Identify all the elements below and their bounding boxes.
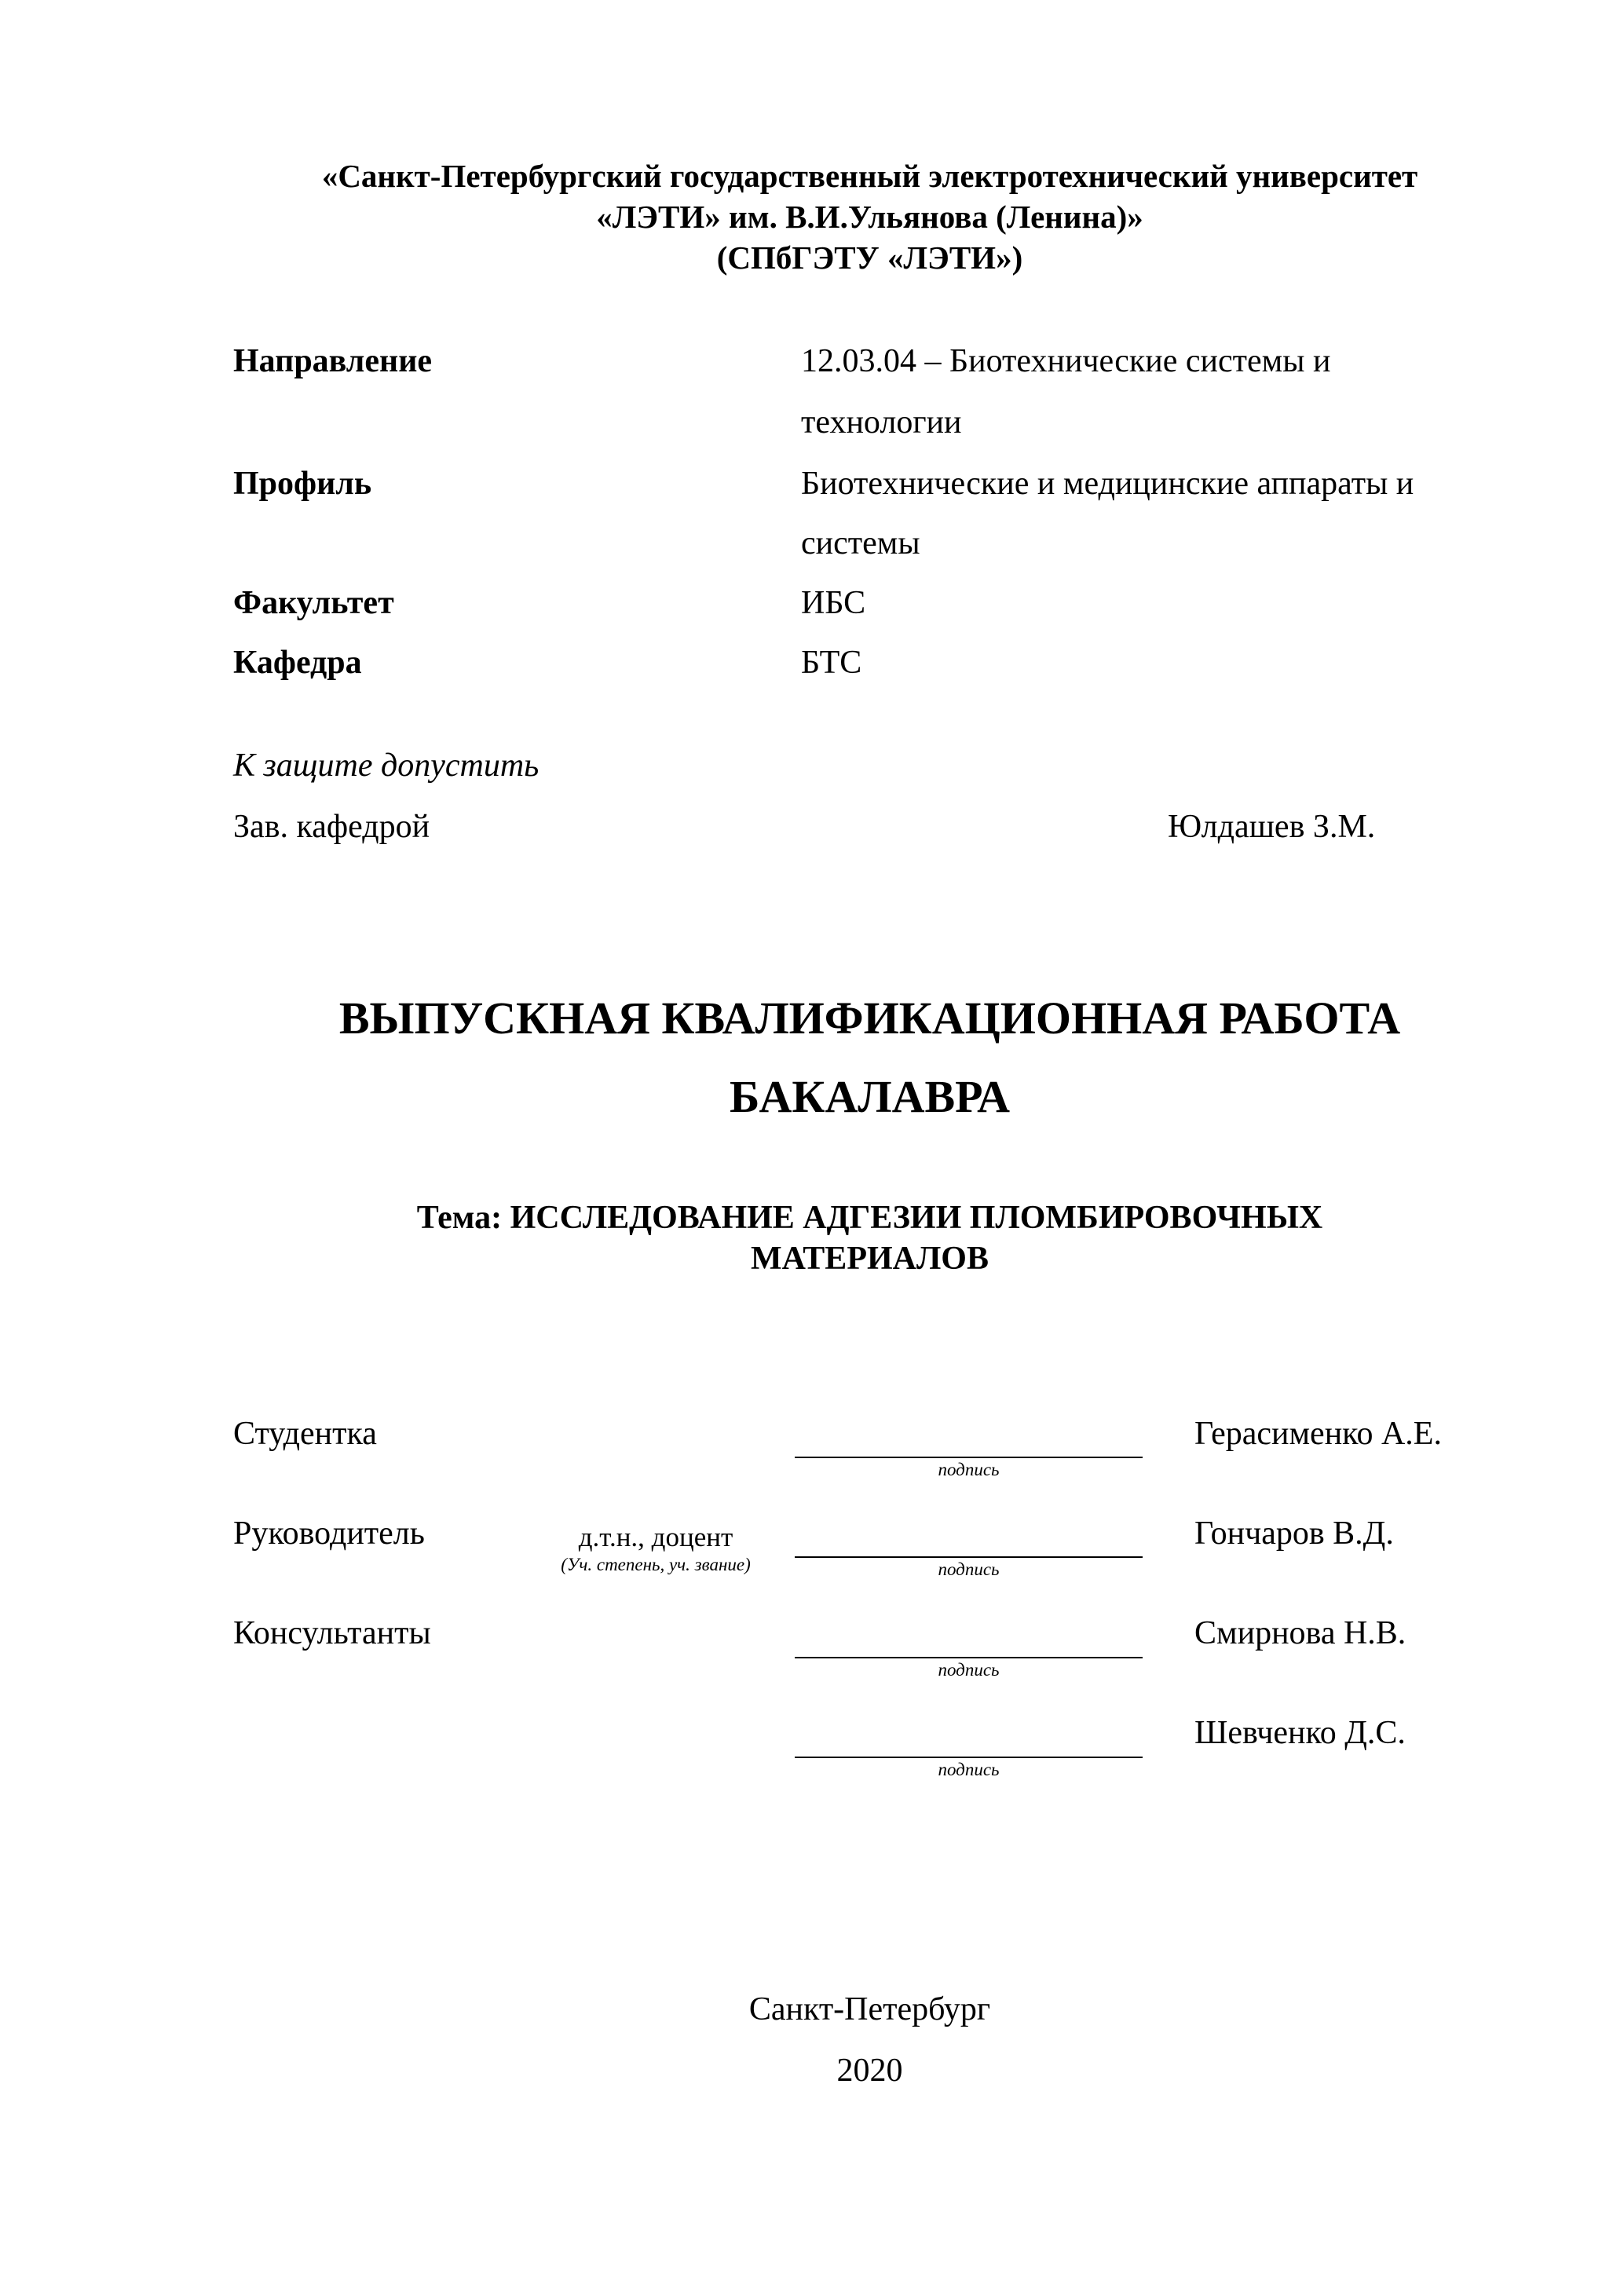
head-of-department-name: Юлдашев З.М.	[1168, 809, 1376, 845]
supervisor-degree: д.т.н., доцент	[578, 1522, 733, 1552]
supervisor-signature-caption: подпись	[938, 1559, 1000, 1579]
university-name-line1: «Санкт-Петербургский государственный электротехнический университет	[321, 158, 1418, 194]
direction-value-line2: технологии	[801, 404, 962, 441]
consultant2-signature-caption: подпись	[938, 1760, 1000, 1779]
supervisor-role: Руководитель	[233, 1515, 425, 1552]
document-title-line1: ВЫПУСКНАЯ КВАЛИФИКАЦИОННАЯ РАБОТА	[338, 993, 1401, 1044]
head-of-department-label: Зав. кафедрой	[233, 809, 430, 845]
theme-line1: Тема: ИССЛЕДОВАНИЕ АДГЕЗИИ ПЛОМБИРОВОЧНЫХ	[416, 1200, 1323, 1236]
document-title-line2: БАКАЛАВРА	[729, 1071, 1011, 1122]
consultants-role: Консультанты	[233, 1615, 431, 1651]
university-abbreviation: (СПбГЭТУ «ЛЭТИ»)	[716, 239, 1023, 276]
footer-year: 2020	[836, 2053, 903, 2089]
theme-line2: МАТЕРИАЛОВ	[751, 1241, 989, 1277]
profile-value-line1: Биотехнические и медицинские аппараты и	[801, 466, 1414, 502]
profile-label: Профиль	[233, 466, 372, 502]
footer-city: Санкт-Петербург	[748, 1991, 991, 2027]
consultant1-signature-line	[795, 1657, 1143, 1658]
supervisor-signature-line	[795, 1556, 1143, 1558]
consultant1-signature-caption: подпись	[938, 1660, 1000, 1680]
consultant1-name: Смирнова Н.В.	[1194, 1615, 1406, 1651]
faculty-value: ИБС	[801, 585, 866, 621]
supervisor-degree-caption: (Уч. степень, уч. звание)	[561, 1555, 751, 1574]
department-label: Кафедра	[233, 645, 362, 681]
faculty-label: Факультет	[233, 585, 394, 621]
admission-note: К защите допустить	[233, 748, 540, 784]
university-name-line2: «ЛЭТИ» им. В.И.Ульянова (Ленина)»	[596, 199, 1143, 235]
department-value: БТС	[801, 645, 862, 681]
direction-label: Направление	[233, 343, 433, 379]
profile-value-line2: системы	[801, 525, 920, 561]
student-name: Герасименко А.Е.	[1194, 1416, 1442, 1452]
student-signature-line	[795, 1457, 1143, 1458]
consultant2-signature-line	[795, 1757, 1143, 1758]
supervisor-name: Гончаров В.Д.	[1194, 1515, 1394, 1552]
direction-value-line1: 12.03.04 – Биотехнические системы и	[801, 343, 1331, 379]
student-signature-caption: подпись	[938, 1460, 1000, 1479]
student-role: Студентка	[233, 1416, 377, 1452]
consultant2-name: Шевченко Д.С.	[1194, 1715, 1406, 1751]
